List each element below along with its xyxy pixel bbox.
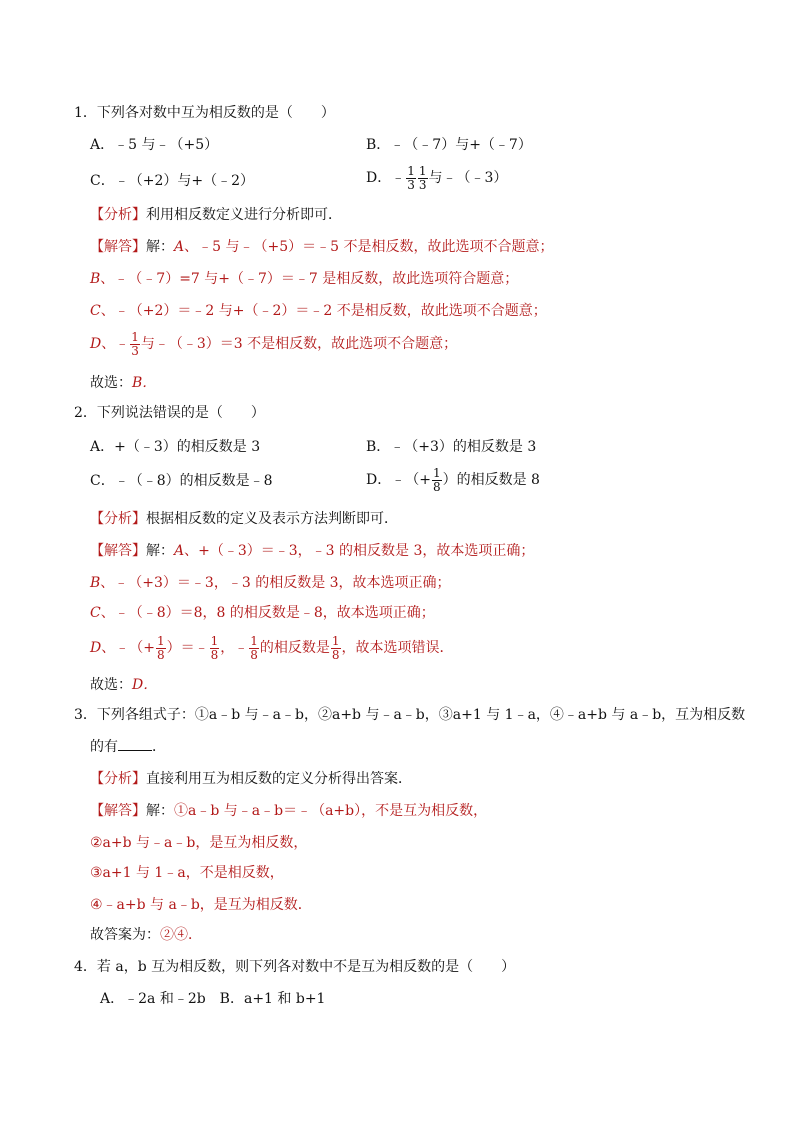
fraction: $\frac{1}{8}$ xyxy=(331,633,340,662)
fraction: $\frac{1}{3}$ xyxy=(131,329,139,358)
solution-tag: 【解答】 xyxy=(90,543,146,559)
answer-blank xyxy=(118,738,152,751)
q1-option-d-suffix: 与﹣（﹣3） xyxy=(428,170,508,186)
fraction: $\frac{1}{8}$ xyxy=(432,465,441,494)
q2-option-d: D．﹣（+ $\frac{1}{8}$ ）的相反数是 8 xyxy=(366,465,540,494)
q3-stem-line2: 的有 ． xyxy=(90,739,166,755)
q2-stem: 2．下列说法错误的是（ ） xyxy=(74,405,265,421)
q1-option-d xyxy=(366,164,507,192)
q3-stem-line1: 3．下列各组式子：①a﹣b 与﹣a﹣b，②a+b 与﹣a﹣b，③a+1 与 1﹣a，④﹣a+b 与 a﹣b，互为相反数 xyxy=(74,707,746,723)
analysis-tag: 【分析】 xyxy=(90,771,146,787)
solution-tag: 【解答】 xyxy=(90,239,146,255)
q4-stem: 4．若 a，b 互为相反数，则下列各对数中不是互为相反数的是（ ） xyxy=(74,959,516,975)
fraction: $\frac{1}{8}$ xyxy=(210,633,219,662)
q4-options: A．﹣2a 和﹣2b B．a+1 和 b+1 xyxy=(100,991,326,1007)
q2-answer: 故选：D． xyxy=(90,677,158,693)
q1-solution-d: D、﹣ $\frac{1}{3}$ 与﹣（﹣3）＝3 不是相反数，故此选项不合题意； xyxy=(90,329,458,358)
q1-solution-b: B、﹣（﹣7）=7 与+（﹣7）＝﹣7 是相反数，故此选项符合题意； xyxy=(90,271,519,287)
q1-option-a: A．﹣5 与﹣（+5） xyxy=(90,137,219,153)
q3-solution: 【解答】解：①a﹣b 与﹣a﹣b＝﹣（a+b），不是互为相反数， xyxy=(90,803,488,819)
fraction: $\frac{1}{3}$ xyxy=(418,163,427,192)
fraction: $\frac{1}{3}$ xyxy=(407,163,415,192)
solution-tag: 【解答】 xyxy=(90,803,146,819)
q2-solution-b: B、﹣（+3）＝﹣3，﹣3 的相反数是 3，故本选项正确； xyxy=(90,575,451,591)
q3-solution-2: ②a+b 与﹣a﹣b，是互为相反数， xyxy=(90,835,308,851)
q3-solution-4: ④﹣a+b 与 a﹣b，是互为相反数． xyxy=(90,897,312,913)
analysis-tag: 【分析】 xyxy=(90,207,146,223)
q1-option-c: C．﹣（+2）与+（﹣2） xyxy=(90,173,254,189)
q2-option-a: A．+（﹣3）的相反数是 3 xyxy=(90,439,261,455)
q1-option-b: B．﹣（﹣7）与+（﹣7） xyxy=(366,137,532,153)
q1-analysis: 【分析】利用相反数定义进行分析即可． xyxy=(90,207,342,223)
fraction: $\frac{1}{8}$ xyxy=(250,633,258,662)
fraction: $\frac{1}{8}$ xyxy=(156,633,165,662)
q1-answer: 故选：B． xyxy=(90,375,157,391)
q1-option-d-prefix: D．﹣ xyxy=(366,170,406,186)
q2-option-b: B．﹣（+3）的相反数是 3 xyxy=(366,439,537,455)
q2-option-c: C．﹣（﹣8）的相反数是﹣8 xyxy=(90,473,273,489)
q1-stem: 1．下列各对数中互为相反数的是（ ） xyxy=(74,105,335,121)
q1-solution: 【解答】解：A、﹣5 与﹣（+5）＝﹣5 不是相反数，故此选项不合题意； xyxy=(90,239,554,255)
q3-solution-3: ③a+1 与 1﹣a，不是相反数， xyxy=(90,865,284,881)
q2-solution-c: C、﹣（﹣8）＝8，8 的相反数是﹣8，故本选项正确； xyxy=(90,605,435,621)
analysis-tag: 【分析】 xyxy=(90,511,146,527)
q2-solution-d: D、﹣（+ $\frac{1}{8}$ ）＝﹣ $\frac{1}{8}$ ，﹣ $\frac{1}{8}$ 的相反数是 $\frac{1}{8}$ ，故本选项错误． xyxy=(90,633,454,662)
q3-analysis: 【分析】直接利用互为相反数的定义分析得出答案． xyxy=(90,771,412,787)
q2-analysis: 【分析】根据相反数的定义及表示方法判断即可． xyxy=(90,511,398,527)
q2-solution: 【解答】解：A、+（﹣3）＝﹣3，﹣3 的相反数是 3，故本选项正确； xyxy=(90,543,535,559)
q3-answer: 故答案为：②④． xyxy=(90,927,202,943)
q1-solution-c: C、﹣（+2）＝﹣2 与+（﹣2）＝﹣2 不是相反数，故此选项不合题意； xyxy=(90,303,547,319)
